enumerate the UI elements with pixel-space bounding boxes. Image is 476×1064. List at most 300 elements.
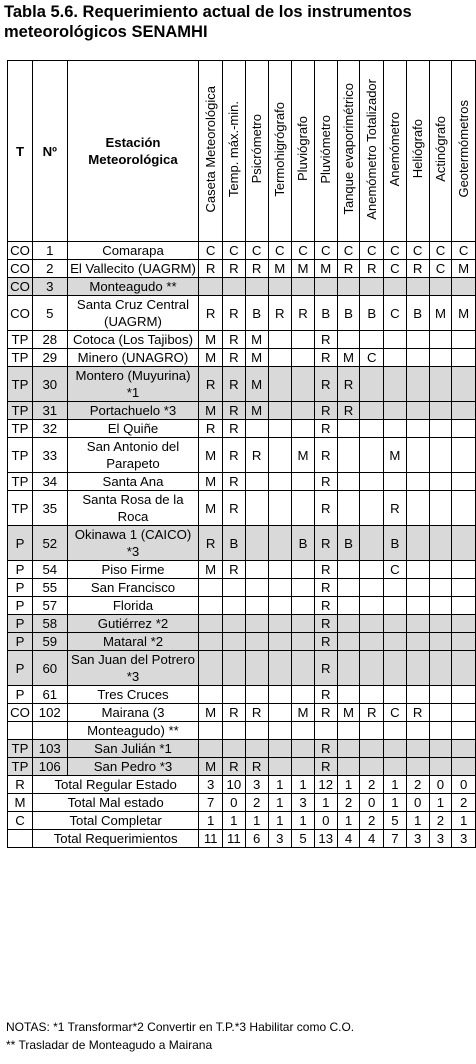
instrument-status: C	[268, 242, 292, 260]
station-type: TP	[8, 758, 33, 776]
totals-value: 3	[199, 776, 223, 794]
station-number: 61	[32, 686, 67, 704]
instrument-status	[292, 758, 315, 776]
instrument-status	[384, 651, 407, 686]
table-row	[8, 704, 476, 722]
instrument-status: M	[337, 704, 360, 722]
instrument-status: R	[245, 260, 268, 278]
station-type: P	[8, 651, 33, 686]
instrument-status: C	[384, 704, 407, 722]
header-actinografo: Actinógrafo	[429, 61, 452, 242]
instrument-status	[429, 331, 452, 349]
station-number: 57	[32, 597, 67, 615]
totals-value: 13	[314, 830, 337, 848]
instrument-status: R	[314, 758, 337, 776]
station-number: 55	[32, 579, 67, 597]
table-row	[8, 438, 476, 473]
instrument-status	[245, 633, 268, 651]
instrument-status	[429, 758, 452, 776]
instrument-status	[222, 597, 245, 615]
totals-row	[8, 794, 476, 812]
instrument-status	[406, 597, 429, 615]
instrument-status: R	[337, 402, 360, 420]
instrument-status	[429, 615, 452, 633]
station-name: Mataral *2	[67, 633, 199, 651]
station-name: Portachuelo *3	[67, 402, 199, 420]
instrument-status: C	[384, 260, 407, 278]
instrument-status: B	[222, 526, 245, 561]
instrument-status: M	[245, 367, 268, 402]
instrument-status	[268, 740, 292, 758]
instrument-status: C	[384, 242, 407, 260]
table-row	[8, 615, 476, 633]
instrument-status	[452, 420, 476, 438]
station-type: TP	[8, 420, 33, 438]
header-temp: Temp. máx.-min.	[222, 61, 245, 242]
instrument-status: R	[406, 260, 429, 278]
totals-row	[8, 812, 476, 830]
header-pluviometro: Pluviómetro	[314, 61, 337, 242]
instrument-status	[360, 402, 384, 420]
instrument-status	[268, 633, 292, 651]
station-type: CO	[8, 704, 33, 722]
instrument-status	[360, 367, 384, 402]
instrument-status	[429, 420, 452, 438]
totals-value: 1	[337, 776, 360, 794]
table-row	[8, 473, 476, 491]
instrument-status	[429, 473, 452, 491]
instrument-status	[429, 722, 452, 740]
instrument-status: B	[406, 296, 429, 331]
instrument-status	[337, 633, 360, 651]
instrument-status	[268, 561, 292, 579]
totals-value: 3	[292, 794, 315, 812]
instrument-status	[429, 402, 452, 420]
totals-value: 0	[452, 776, 476, 794]
station-name: Comarapa	[67, 242, 199, 260]
instrument-status: M	[199, 704, 223, 722]
table-row	[8, 420, 476, 438]
instrument-status: C	[337, 242, 360, 260]
instrument-status	[452, 402, 476, 420]
instrument-status	[245, 686, 268, 704]
instrument-status	[452, 758, 476, 776]
station-number: 29	[32, 349, 67, 367]
instrument-status	[268, 420, 292, 438]
instrument-status	[337, 651, 360, 686]
totals-value: 11	[222, 830, 245, 848]
instrument-status	[452, 491, 476, 526]
station-name: San Juan del Potrero *3	[67, 651, 199, 686]
instrument-status: R	[314, 579, 337, 597]
instrument-status	[406, 579, 429, 597]
instrument-status	[245, 651, 268, 686]
station-type: TP	[8, 473, 33, 491]
instrument-status: R	[222, 367, 245, 402]
instrument-status	[199, 597, 223, 615]
instrument-status	[268, 686, 292, 704]
totals-value: 1	[314, 794, 337, 812]
instrument-status: C	[406, 242, 429, 260]
instrument-status	[360, 420, 384, 438]
instrument-status	[452, 331, 476, 349]
instrument-status	[292, 367, 315, 402]
station-name: El Quiñe	[67, 420, 199, 438]
station-type: CO	[8, 296, 33, 331]
instrument-status	[314, 722, 337, 740]
totals-value: 1	[268, 794, 292, 812]
header-caseta: Caseta Meteorológica	[199, 61, 223, 242]
instrument-status	[406, 402, 429, 420]
instrument-status	[406, 633, 429, 651]
station-number: 54	[32, 561, 67, 579]
totals-label: Total Mal estado	[32, 794, 198, 812]
instrument-status: C	[384, 296, 407, 331]
instrument-status: R	[314, 633, 337, 651]
instrument-status: C	[429, 242, 452, 260]
station-name: Monteagudo **	[67, 278, 199, 296]
instrument-status	[452, 278, 476, 296]
totals-value: 1	[452, 812, 476, 830]
station-number: 28	[32, 331, 67, 349]
instrument-status	[337, 491, 360, 526]
instrument-status	[245, 278, 268, 296]
instrument-status: R	[199, 367, 223, 402]
station-number: 3	[32, 278, 67, 296]
instrument-status: M	[429, 296, 452, 331]
totals-value: 5	[384, 812, 407, 830]
totals-value: 1	[292, 776, 315, 794]
instrument-status	[337, 722, 360, 740]
instrument-status: R	[314, 420, 337, 438]
station-number: 31	[32, 402, 67, 420]
instrument-status	[268, 367, 292, 402]
table-row	[8, 260, 476, 278]
instrument-status	[268, 491, 292, 526]
table-row	[8, 331, 476, 349]
instrument-status	[292, 278, 315, 296]
instrument-status	[199, 722, 223, 740]
instrument-status	[337, 438, 360, 473]
instrument-status: M	[452, 296, 476, 331]
instrument-status	[268, 438, 292, 473]
instrument-status	[452, 349, 476, 367]
table-body	[8, 242, 476, 848]
instrument-status: R	[199, 260, 223, 278]
instrument-status	[268, 331, 292, 349]
instrument-status	[199, 633, 223, 651]
totals-value: 3	[406, 830, 429, 848]
instrument-status: M	[292, 438, 315, 473]
instrument-status: R	[222, 438, 245, 473]
instrument-status: R	[337, 367, 360, 402]
instrument-status: M	[245, 402, 268, 420]
instrument-status: R	[222, 349, 245, 367]
instrument-status: R	[314, 561, 337, 579]
station-type: TP	[8, 367, 33, 402]
instrument-status	[360, 722, 384, 740]
station-name: Monteagudo) **	[67, 722, 199, 740]
instrument-status	[452, 597, 476, 615]
instrument-status: M	[199, 561, 223, 579]
instrument-status	[292, 473, 315, 491]
totals-code	[8, 830, 33, 848]
station-name: San Pedro *3	[67, 758, 199, 776]
instrument-status	[452, 704, 476, 722]
station-type: P	[8, 686, 33, 704]
instrument-status: R	[222, 473, 245, 491]
instrument-status: C	[245, 242, 268, 260]
instrument-status	[384, 758, 407, 776]
header-t: T	[8, 61, 33, 242]
totals-row	[8, 776, 476, 794]
instrument-status	[452, 651, 476, 686]
instrument-status	[199, 686, 223, 704]
totals-value: 2	[360, 776, 384, 794]
instrument-status: R	[314, 438, 337, 473]
instrument-status	[337, 278, 360, 296]
instrument-status	[292, 579, 315, 597]
totals-value: 1	[222, 812, 245, 830]
instrument-status	[452, 686, 476, 704]
station-name: Tres Cruces	[67, 686, 199, 704]
totals-value: 2	[406, 776, 429, 794]
table-row	[8, 367, 476, 402]
instrument-status	[222, 278, 245, 296]
station-number: 103	[32, 740, 67, 758]
instrument-status	[337, 740, 360, 758]
instrument-status	[452, 579, 476, 597]
station-type: TP	[8, 438, 33, 473]
totals-value: 2	[245, 794, 268, 812]
instrument-status	[406, 349, 429, 367]
instrument-status	[268, 473, 292, 491]
instrument-status	[292, 651, 315, 686]
instrument-status	[199, 579, 223, 597]
instrument-status	[429, 438, 452, 473]
instrument-status	[360, 561, 384, 579]
instrument-status	[360, 686, 384, 704]
instrument-status: R	[314, 597, 337, 615]
header-estacion: Estación Meteorológica	[67, 61, 199, 242]
instrument-status	[222, 651, 245, 686]
totals-value: 3	[268, 830, 292, 848]
instrument-status: R	[222, 420, 245, 438]
instrument-status	[406, 686, 429, 704]
table-row	[8, 402, 476, 420]
table-row	[8, 579, 476, 597]
instrument-status	[406, 367, 429, 402]
instrument-status	[245, 722, 268, 740]
instrument-status	[406, 438, 429, 473]
instrument-status	[292, 402, 315, 420]
instrument-status	[384, 473, 407, 491]
instrument-status: M	[199, 349, 223, 367]
instrument-status: C	[292, 242, 315, 260]
instrument-status	[292, 491, 315, 526]
instrument-status	[314, 278, 337, 296]
station-type: P	[8, 561, 33, 579]
instrument-status	[406, 722, 429, 740]
instrument-status: B	[337, 526, 360, 561]
instrument-status	[384, 420, 407, 438]
station-number: 59	[32, 633, 67, 651]
station-name: Minero (UNAGRO)	[67, 349, 199, 367]
instrument-status	[452, 438, 476, 473]
table-row	[8, 597, 476, 615]
instrument-status	[245, 491, 268, 526]
station-number	[32, 722, 67, 740]
header-psicrometro: Psicrómetro	[245, 61, 268, 242]
header-termohigrografo: Termohigrógrafo	[268, 61, 292, 242]
table-row	[8, 633, 476, 651]
instrument-status	[384, 331, 407, 349]
instrument-status: M	[337, 349, 360, 367]
instrument-status	[384, 349, 407, 367]
instrument-status: R	[314, 402, 337, 420]
instrument-status	[360, 615, 384, 633]
totals-value: 3	[429, 830, 452, 848]
instrument-status: R	[314, 740, 337, 758]
instrument-status	[245, 615, 268, 633]
instrument-status	[429, 704, 452, 722]
instrument-status	[429, 597, 452, 615]
totals-value: 0	[429, 776, 452, 794]
instrument-status: R	[222, 402, 245, 420]
instrument-status: C	[429, 260, 452, 278]
instrument-status	[268, 579, 292, 597]
instrument-status	[406, 651, 429, 686]
station-type: TP	[8, 402, 33, 420]
totals-value: 7	[199, 794, 223, 812]
station-number: 30	[32, 367, 67, 402]
instrument-status	[292, 331, 315, 349]
instrument-status	[222, 740, 245, 758]
instrument-status: R	[245, 704, 268, 722]
instrument-status: R	[222, 704, 245, 722]
instrument-status: R	[222, 260, 245, 278]
station-name: El Vallecito (UAGRM)	[67, 260, 199, 278]
instrument-status	[245, 740, 268, 758]
instrument-status: R	[268, 296, 292, 331]
instrument-status: R	[314, 331, 337, 349]
totals-label: Total Completar	[32, 812, 198, 830]
instrument-status	[268, 758, 292, 776]
station-number: 2	[32, 260, 67, 278]
instrument-status	[292, 740, 315, 758]
station-number: 33	[32, 438, 67, 473]
instrument-status: M	[292, 260, 315, 278]
instrument-status	[452, 740, 476, 758]
instrument-status	[384, 402, 407, 420]
instrument-status	[360, 633, 384, 651]
instrument-status	[406, 278, 429, 296]
instrument-status	[429, 367, 452, 402]
station-type: P	[8, 526, 33, 561]
instrument-status	[199, 740, 223, 758]
instrument-status	[199, 278, 223, 296]
instrument-status: R	[314, 704, 337, 722]
instrument-status	[360, 438, 384, 473]
instrument-status: M	[268, 260, 292, 278]
instrument-status	[337, 561, 360, 579]
notes	[6, 1018, 354, 1054]
station-type: CO	[8, 260, 33, 278]
instrument-status	[429, 633, 452, 651]
totals-value: 7	[384, 830, 407, 848]
table-row	[8, 526, 476, 561]
instrument-status	[222, 615, 245, 633]
station-number: 34	[32, 473, 67, 491]
instrument-status: R	[245, 438, 268, 473]
table-row	[8, 296, 476, 331]
station-number: 106	[32, 758, 67, 776]
instrument-status: R	[314, 615, 337, 633]
instrument-status	[384, 367, 407, 402]
instrument-status	[406, 758, 429, 776]
instrument-status: C	[384, 561, 407, 579]
instrument-status	[292, 420, 315, 438]
instrument-status	[429, 491, 452, 526]
header-pluviografo: Pluviógrafo	[292, 61, 315, 242]
station-type: TP	[8, 349, 33, 367]
totals-value: 6	[245, 830, 268, 848]
totals-value: 1	[292, 812, 315, 830]
instrument-status: R	[222, 296, 245, 331]
totals-value: 2	[337, 794, 360, 812]
instrument-status: M	[245, 349, 268, 367]
instrument-status: R	[314, 686, 337, 704]
instrument-status	[337, 331, 360, 349]
station-type: CO	[8, 242, 33, 260]
totals-value: 1	[384, 794, 407, 812]
station-number: 102	[32, 704, 67, 722]
header-n: Nº	[32, 61, 67, 242]
totals-value: 10	[222, 776, 245, 794]
instrument-status	[337, 473, 360, 491]
station-number: 32	[32, 420, 67, 438]
table-row	[8, 491, 476, 526]
totals-value: 1	[429, 794, 452, 812]
instrument-status: B	[314, 296, 337, 331]
station-name: Okinawa 1 (CAICO) *3	[67, 526, 199, 561]
table-row	[8, 349, 476, 367]
instrument-status	[268, 651, 292, 686]
totals-value: 4	[360, 830, 384, 848]
instrument-status	[292, 615, 315, 633]
station-type: P	[8, 615, 33, 633]
totals-value: 1	[384, 776, 407, 794]
totals-code: C	[8, 812, 33, 830]
instrument-status	[406, 491, 429, 526]
instrument-status	[406, 740, 429, 758]
station-name: San Francisco	[67, 579, 199, 597]
instrument-status	[452, 473, 476, 491]
instrument-status: R	[222, 561, 245, 579]
title-line-2: meteorológicos SENAMHI	[4, 23, 208, 41]
station-type: TP	[8, 491, 33, 526]
totals-value: 12	[314, 776, 337, 794]
instrument-status	[222, 633, 245, 651]
station-number: 52	[32, 526, 67, 561]
station-name: Piso Firme	[67, 561, 199, 579]
instrument-status: R	[314, 349, 337, 367]
station-type: CO	[8, 278, 33, 296]
instrument-status	[429, 349, 452, 367]
instrument-status	[384, 633, 407, 651]
instrument-status: M	[199, 491, 223, 526]
instrument-status: M	[199, 473, 223, 491]
